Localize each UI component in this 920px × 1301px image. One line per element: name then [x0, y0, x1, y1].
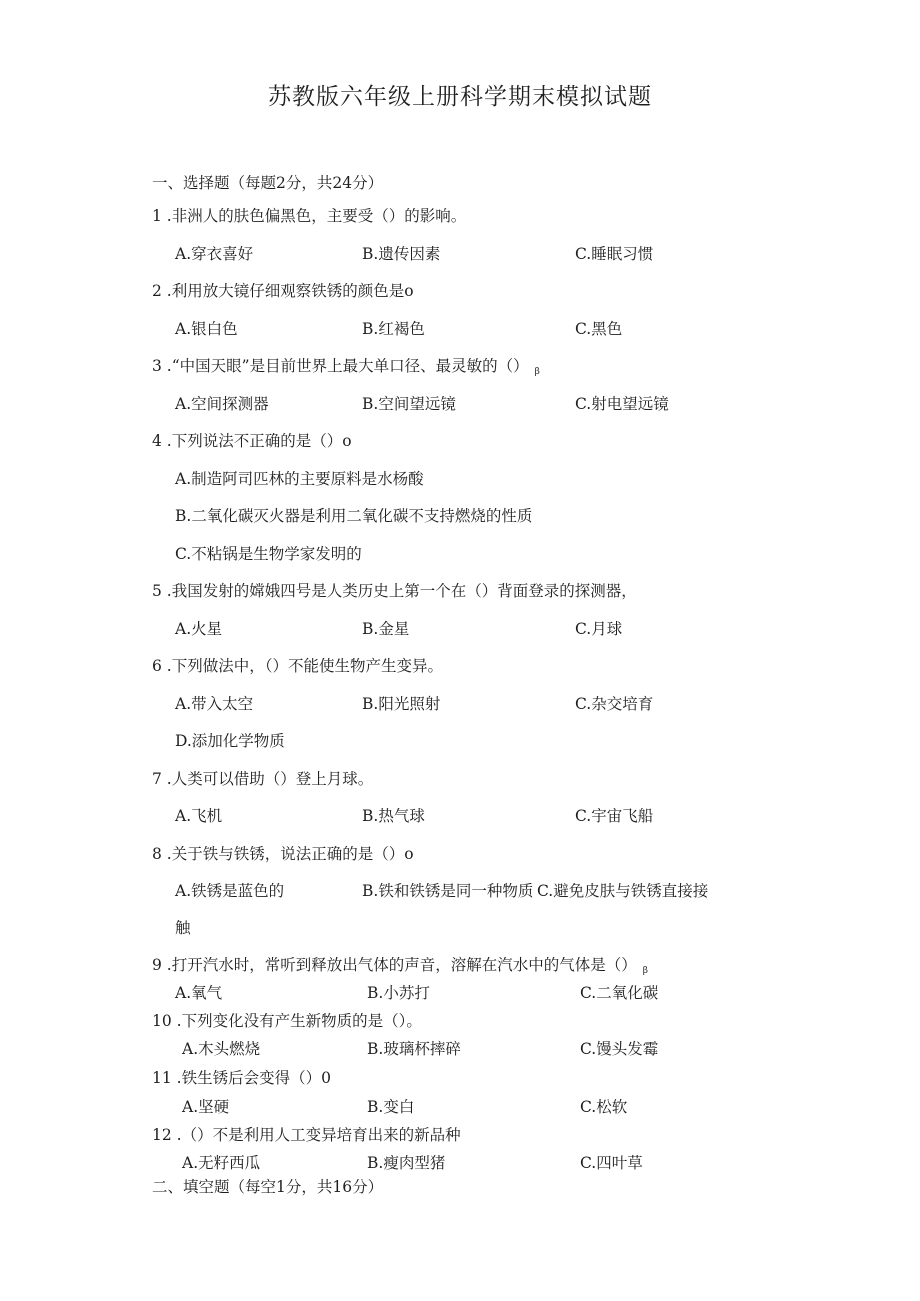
question-6-option-d: D.添加化学物质 — [175, 732, 285, 750]
question-3-stem — [152, 355, 540, 383]
question-10-option-c: C.馒头发霉 — [580, 1040, 659, 1058]
section-heading-choice: 一、选择题（每题2分，共24分） — [152, 174, 384, 192]
question-9-stem-suffix: β — [642, 966, 648, 976]
question-8-option-a: A.铁锈是蓝色的 — [175, 882, 285, 900]
question-8-option-b: B.铁和铁锈是同一种物质 — [362, 882, 534, 900]
question-8-option-c-continuation: 触 — [175, 919, 191, 937]
question-4-option-c: C.不粘锅是生物学家发明的 — [175, 545, 362, 563]
question-9-option-a: A.氧气 — [175, 984, 223, 1002]
question-10-stem: 10 .下列变化没有产生新物质的是（）。 — [152, 1012, 422, 1030]
question-6-stem: 6 .下列做法中，（）不能使生物产生变异。 — [152, 657, 443, 675]
question-9-option-c: C.二氧化碳 — [580, 984, 659, 1002]
question-4-option-a: A.制造阿司匹林的主要原料是水杨酸 — [175, 470, 424, 488]
question-11-option-c: C.松软 — [580, 1098, 628, 1116]
question-6-option-a: A.带入太空 — [175, 695, 254, 713]
question-7-option-a: A.飞机 — [175, 807, 223, 825]
question-7-option-c: C.宇宙飞船 — [575, 807, 654, 825]
question-5-option-c: C.月球 — [575, 620, 623, 638]
question-6-option-c: C.杂交培育 — [575, 695, 654, 713]
question-10-option-a: A.木头燃烧 — [182, 1040, 261, 1058]
question-12-option-c: C.四叶草 — [580, 1154, 643, 1172]
section-heading-fill-blank: 二、填空题（每空1分，共16分） — [152, 1178, 384, 1196]
question-1-option-b: B.遗传因素 — [362, 245, 441, 263]
question-8-option-c: C.避免皮肤与铁锈直接接 — [537, 882, 709, 900]
question-3-stem-suffix: β — [534, 367, 540, 377]
question-11-option-a: A.坚硬 — [182, 1098, 230, 1116]
question-7-stem: 7 .人类可以借助（）登上月球。 — [152, 770, 374, 788]
question-3-option-a: A.空间探测器 — [175, 395, 269, 413]
question-5-stem: 5 .我国发射的嫦娥四号是人类历史上第一个在（）背面登录的探测器， — [152, 582, 637, 600]
question-5-option-b: B.金星 — [362, 620, 410, 638]
question-11-option-b: B.变白 — [367, 1098, 415, 1116]
question-3-option-c: C.射电望远镜 — [575, 395, 669, 413]
question-12-option-b: B.瘦肉型猪 — [367, 1154, 446, 1172]
question-5-option-a: A.火星 — [175, 620, 223, 638]
question-10-option-b: B.玻璃杯摔碎 — [367, 1040, 461, 1058]
question-9-stem — [152, 954, 648, 982]
question-1-option-c: C.睡眠习惯 — [575, 245, 654, 263]
question-4-stem: 4 .下列说法不正确的是（）o — [152, 432, 352, 450]
question-11-stem: 11 .铁生锈后会变得（）0 — [152, 1069, 331, 1087]
question-12-stem: 12 .（）不是利用人工变异培育出来的新品种 — [152, 1126, 461, 1144]
question-3-option-b: B.空间望远镜 — [362, 395, 456, 413]
question-9-stem-text: 9 .打开汽水时，常听到释放出气体的声音，溶解在汽水中的气体是（） — [152, 956, 637, 974]
question-9-option-b: B.小苏打 — [367, 984, 430, 1002]
question-12-option-a: A.无籽西瓜 — [182, 1154, 261, 1172]
question-6-option-b: B.阳光照射 — [362, 695, 441, 713]
question-2-stem: 2 .利用放大镜仔细观察铁锈的颜色是o — [152, 282, 414, 300]
page-title: 苏教版六年级上册科学期末模拟试题 — [268, 84, 652, 110]
question-1-stem: 1 .非洲人的肤色偏黑色，主要受（）的影响。 — [152, 207, 467, 225]
question-2-option-c: C.黑色 — [575, 320, 623, 338]
question-7-option-b: B.热气球 — [362, 807, 425, 825]
question-8-stem: 8 .关于铁与铁锈，说法正确的是（）o — [152, 845, 414, 863]
question-1-option-a: A.穿衣喜好 — [175, 245, 254, 263]
question-4-option-b: B.二氧化碳灭火器是利用二氧化碳不支持燃烧的性质 — [175, 507, 533, 525]
question-2-option-b: B.红褐色 — [362, 320, 425, 338]
question-3-stem-text: 3 .“中国天眼”是目前世界上最大单口径、最灵敏的（） — [152, 357, 529, 375]
question-2-option-a: A.银白色 — [175, 320, 238, 338]
